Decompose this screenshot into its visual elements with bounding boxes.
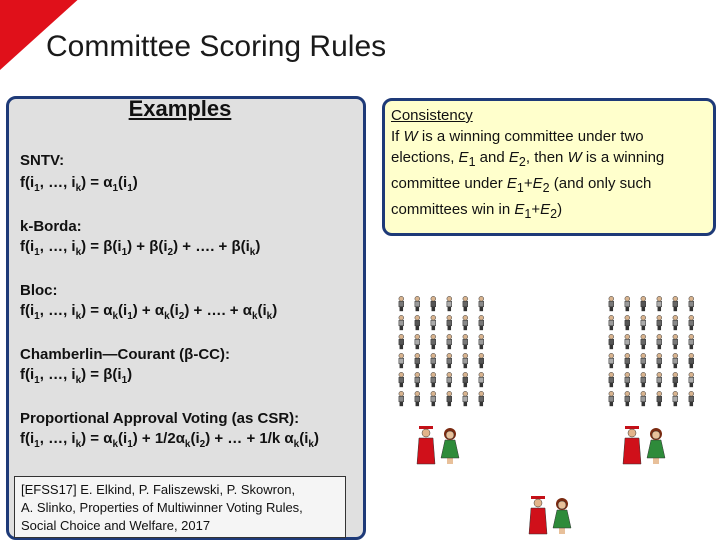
committee-pair-icon xyxy=(416,424,464,466)
committee-member-icon xyxy=(647,428,665,464)
voter-figure-icon xyxy=(463,334,468,349)
committee-member-icon xyxy=(553,498,571,534)
voter-figure-icon xyxy=(447,353,452,368)
rule-formula-pav: $f(i_1$, …, $i_k) = \alpha_k(i_1) + 1/2\alpha_k(i_2)$ + … + 1/k $\alpha_k(i_k)$ xyxy=(20,430,319,450)
voter-figure-icon xyxy=(479,353,484,368)
voter-figure-icon xyxy=(609,315,614,330)
voter-figure-icon xyxy=(399,334,404,349)
voter-figure-icon xyxy=(641,315,646,330)
voter-figure-icon xyxy=(689,296,694,311)
voter-figure-icon xyxy=(641,334,646,349)
voter-figure-icon xyxy=(689,315,694,330)
voter-figure-icon xyxy=(463,315,468,330)
voter-figure-icon xyxy=(399,372,404,387)
examples-heading: Examples xyxy=(128,96,232,121)
voter-figure-icon xyxy=(479,391,484,406)
committee-member-icon xyxy=(417,426,435,464)
rule-name-k-borda: k-Borda: xyxy=(20,218,82,235)
voter-figure-icon xyxy=(609,296,614,311)
voter-figure-icon xyxy=(625,334,630,349)
voter-figure-icon xyxy=(447,315,452,330)
voter-figure-icon xyxy=(641,391,646,406)
voter-figure-icon xyxy=(399,315,404,330)
voter-figure-icon xyxy=(463,353,468,368)
voter-figure-icon xyxy=(673,372,678,387)
consistency-definition: If W is a winning committee under two elections, $E_1$ and $E_2$, then W is a winning committee under $E_1+E_2$ (and only such committees win in $E_1+E_2$) xyxy=(391,128,665,221)
voter-figure-icon xyxy=(657,334,662,349)
voter-figure-icon xyxy=(673,334,678,349)
rule-formula-k-borda: $f(i_1$, …, $i_k) = \beta(i_1) + \beta(i_2)$ + …. + $\beta(i_k)$ xyxy=(20,238,261,258)
citation-box xyxy=(14,476,346,538)
committee-member-icon xyxy=(623,426,641,464)
voter-figure-icon xyxy=(657,391,662,406)
slide-title: Committee Scoring Rules xyxy=(46,30,387,63)
voter-figure-icon xyxy=(399,296,404,311)
voter-figure-icon xyxy=(609,334,614,349)
voter-figure-icon xyxy=(609,353,614,368)
voter-figure-icon xyxy=(673,296,678,311)
rule-formula-chamberlin-courant: $f(i_1$, …, $i_k) = \beta(i_1)$ xyxy=(20,366,133,386)
voter-figure-icon xyxy=(431,372,436,387)
voter-figure-icon xyxy=(431,334,436,349)
voter-figure-icon xyxy=(479,372,484,387)
committee-member-icon xyxy=(529,496,547,534)
voter-figure-icon xyxy=(689,353,694,368)
voter-figure-icon xyxy=(625,315,630,330)
consistency-heading: Consistency xyxy=(391,107,473,124)
voter-figure-icon xyxy=(689,334,694,349)
committee-pair-icon xyxy=(622,424,670,466)
voter-figure-icon xyxy=(641,372,646,387)
voter-figure-icon xyxy=(625,353,630,368)
voter-figure-icon xyxy=(415,372,420,387)
voter-figure-icon xyxy=(625,372,630,387)
voter-crowd-icon xyxy=(398,296,494,414)
consistency-panel xyxy=(382,98,716,236)
rule-name-pav: Proportional Approval Voting (as CSR): xyxy=(20,410,300,427)
voter-figure-icon xyxy=(479,296,484,311)
voter-figure-icon xyxy=(609,372,614,387)
voter-figure-icon xyxy=(689,372,694,387)
voter-figure-icon xyxy=(447,334,452,349)
voter-figure-icon xyxy=(673,353,678,368)
rule-name-sntv: SNTV: xyxy=(20,152,65,169)
voter-figure-icon xyxy=(463,296,468,311)
voter-figure-icon xyxy=(657,353,662,368)
voter-figure-icon xyxy=(431,315,436,330)
voter-figure-icon xyxy=(431,296,436,311)
voter-figure-icon xyxy=(447,391,452,406)
voter-figure-icon xyxy=(641,353,646,368)
committee-member-icon xyxy=(441,428,459,464)
voter-figure-icon xyxy=(479,334,484,349)
voter-crowd-icon xyxy=(608,296,704,414)
voter-figure-icon xyxy=(447,296,452,311)
voter-figure-icon xyxy=(415,391,420,406)
voter-figure-icon xyxy=(673,315,678,330)
rule-formula-sntv: $f(i_1$, …, $i_k) = \alpha_1(i_1)$ xyxy=(20,174,138,194)
voter-figure-icon xyxy=(609,391,614,406)
rule-formula-bloc: $f(i_1$, …, $i_k) = \alpha_k(i_1) + \alpha_k(i_2)$ + …. + $\alpha_k(i_k)$ xyxy=(20,302,278,322)
voter-figure-icon xyxy=(657,372,662,387)
voter-figure-icon xyxy=(689,391,694,406)
citation-line: [EFSS17] E. Elkind, P. Faliszewski, P. Skowron, xyxy=(21,482,296,497)
citation-line: A. Slinko, Properties of Multiwinner Voting Rules, xyxy=(21,500,303,515)
voter-figure-icon xyxy=(447,372,452,387)
voter-figure-icon xyxy=(431,353,436,368)
voter-figure-icon xyxy=(673,391,678,406)
voter-figure-icon xyxy=(415,296,420,311)
rule-name-bloc: Bloc: xyxy=(20,282,58,299)
voter-figure-icon xyxy=(463,372,468,387)
voter-figure-icon xyxy=(463,391,468,406)
voter-figure-icon xyxy=(399,353,404,368)
committee-pair-icon xyxy=(528,494,576,536)
voter-figure-icon xyxy=(479,315,484,330)
voter-figure-icon xyxy=(657,315,662,330)
voter-figure-icon xyxy=(657,296,662,311)
citation-line: Social Choice and Welfare, 2017 xyxy=(21,518,211,533)
voter-figure-icon xyxy=(431,391,436,406)
rule-name-chamberlin-courant: Chamberlin—Courant (β-CC): xyxy=(20,346,230,363)
voter-figure-icon xyxy=(415,334,420,349)
voter-figure-icon xyxy=(625,391,630,406)
voter-figure-icon xyxy=(415,315,420,330)
voter-figure-icon xyxy=(415,353,420,368)
voter-figure-icon xyxy=(625,296,630,311)
voter-figure-icon xyxy=(399,391,404,406)
voter-figure-icon xyxy=(641,296,646,311)
